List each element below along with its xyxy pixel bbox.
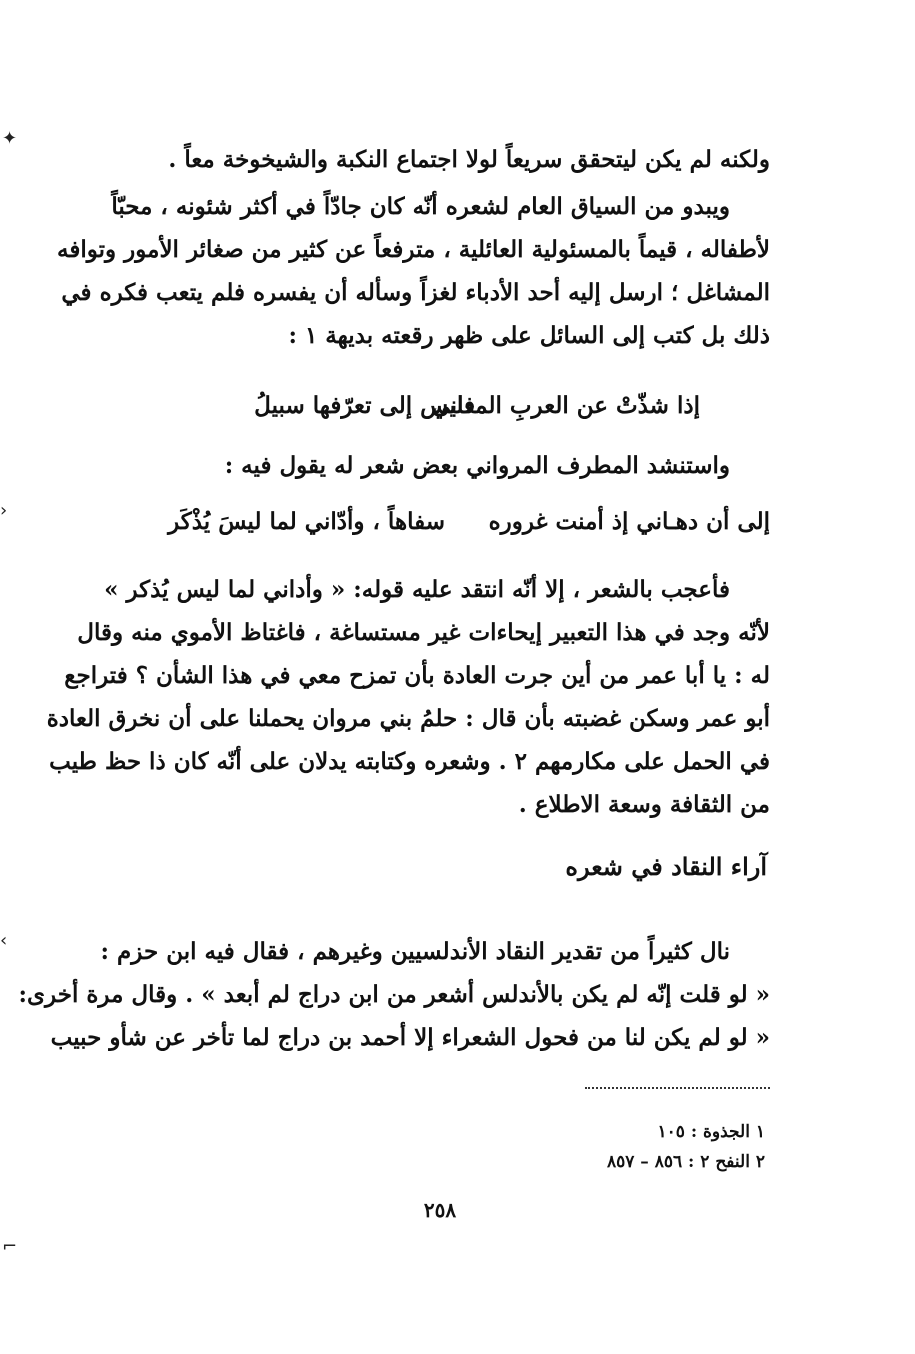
text-line: له : يا أبا عمر من أين جرت العادة بأن تمزح معي في هذا الشأن ؟ فتراجع [64,662,770,689]
text-line: فأعجب بالشعر ، إلا أنّه انتقد عليه قوله: « وأداني لما ليس يُذكر » [104,576,730,603]
text-line: نال كثيراً من تقدير النقاد الأندلسيين وغيرهم ، فقال فيه ابن حزم : [100,938,730,965]
text-line: « لو قلت إنّه لم يكن بالأندلس أشعر من ابن دراج لم أبعد » . وقال مرة أخرى: [18,981,770,1008]
text-line: لأطفاله ، قيماً بالمسئولية العائلية ، مترفعاً عن كثير من صغائر الأمور وتوافه [57,236,770,263]
scan-edge-mark: ✦ [2,128,18,149]
verse-2-first-hemistich: إلى أن دهـاني إذ أمنت غروره [488,508,770,535]
text-line: لأنّه وجد في هذا التعبير إيحاءات غير مستساغة ، فاغتاظ الأموي منه وقال [77,619,770,646]
section-heading: آراء النقاد في شعره [565,852,767,881]
footnote-1: ١ الجذوة : ١٠٥ [657,1122,765,1142]
page-number: ٢٥٨ [423,1198,457,1222]
paragraph-critics [18,930,770,1059]
text-line: ولكنه لم يكن ليتحقق سريعاً لولا اجتماع النكبة والشيخوخة معاً . [168,146,770,173]
text-line: من الثقافة وسعة الاطلاع . [518,791,770,818]
scan-edge-mark: › [0,500,8,521]
text-line: في الحمل على مكارمهم ٢ . وشعره وكتابته يدلان على أنّه كان ذا حظ طيب [49,748,770,775]
paragraph-critique [46,568,770,826]
verse-2-second-hemistich: سفاهاً ، وأدّاني لما ليسَ يُذْكَر [168,508,445,535]
text-line: المشاغل ؛ ارسل إليه أحد الأدباء لغزاً وسأله أن يفسره فلم يتعب فكره في [61,279,770,306]
footnote-2: ٢ النفح ٢ : ٨٥٦ – ٨٥٧ [606,1152,765,1172]
verse-1-first-hemistich: إذا شذّتْ عن العربِ المعاني [431,392,700,419]
scan-edge-mark: ‹ [0,930,8,951]
text-line: ويبدو من السياق العام لشعره أنّه كان جادّاً في أكثر شئونه ، محبّاً [111,193,730,220]
text-line: « لو لم يكن لنا من فحول الشعراء إلا أحمد بن دراج لما تأخر عن شأو حبيب [50,1024,770,1051]
text-line: واستنشد المطرف المرواني بعض شعر له يقول فيه : [224,452,730,479]
text-line: أبو عمر وسكن غضبته بأن قال : حلمُ بني مروان يحملنا على أن نخرق العادة [46,705,770,732]
text-line: ذلك بل كتب إلى السائل على ظهر رقعته بديهة ١ : [288,322,770,349]
paragraph-mutarrif [100,444,770,487]
scan-edge-mark: ⌐ [2,1236,18,1257]
verse-1-second-hemistich: فليس إلى تعرّفها سبيلُ [254,392,475,419]
footnote-divider [585,1087,770,1089]
paragraph-intro [100,138,770,181]
paragraph-character [57,185,770,357]
